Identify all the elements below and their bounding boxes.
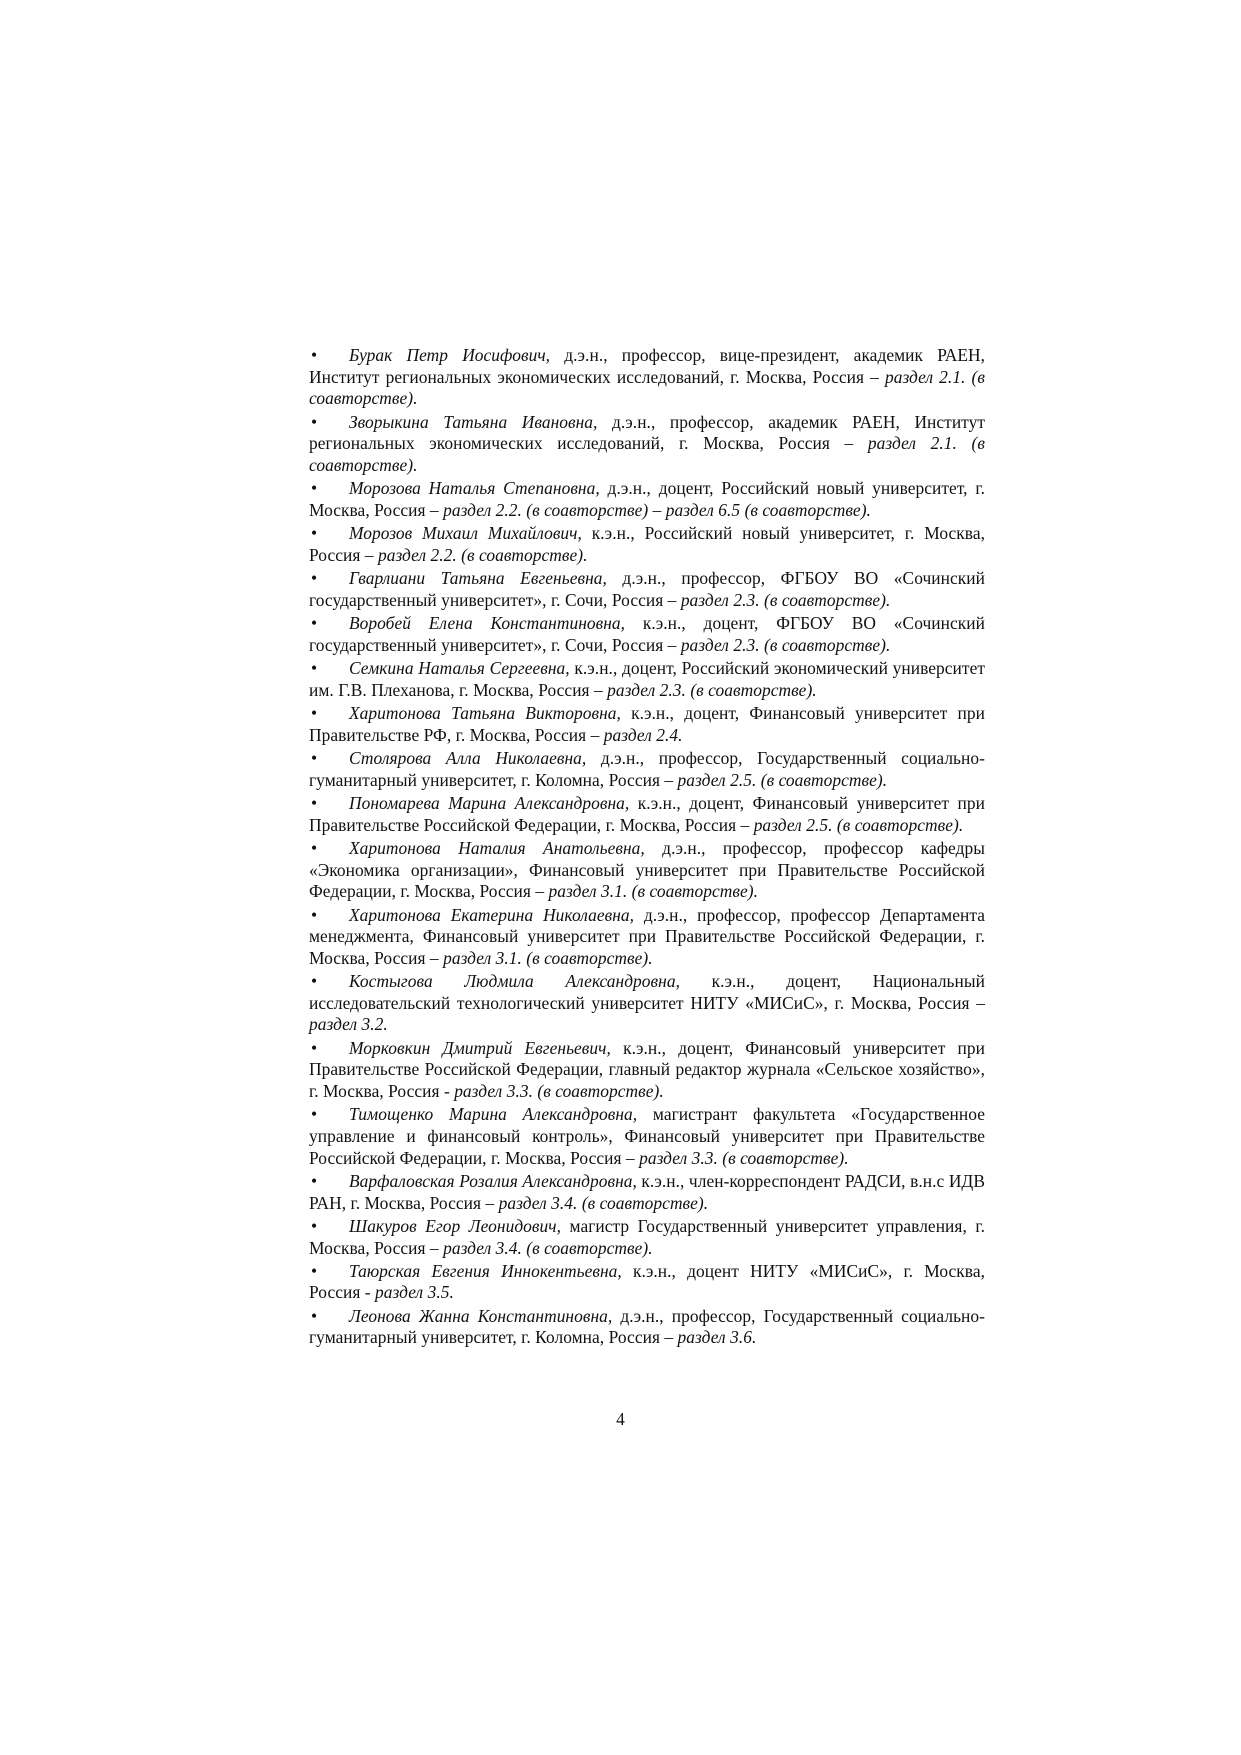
bullet-icon: •: [311, 523, 318, 544]
author-name: Таюрская Евгения Иннокентьевна,: [349, 1260, 622, 1281]
author-name: Пономарева Марина Александровна,: [349, 793, 630, 814]
author-details: к.э.н., член-корреспондент РАДСИ, в.н.с ИДВ РАН, г. Москва, Россия –: [309, 1170, 985, 1213]
bullet-icon: •: [311, 793, 318, 814]
author-details: к.э.н., доцент, Финансовый университет при Правительстве Российской Федерации, главный редактор журнала «Сельское хозяйство», г. Москва, Россия -: [309, 1037, 986, 1101]
author-details: к.э.н., доцент НИТУ «МИСиС», г. Москва, Россия -: [309, 1260, 985, 1303]
author-name: Столярова Алла Николаевна,: [349, 748, 587, 769]
author-name: Тимощенко Марина Александровна,: [349, 1104, 638, 1125]
section-reference: раздел 3.1. (в соавторстве).: [548, 881, 759, 902]
author-details: д.э.н., профессор, Государственный социально-гуманитарный университет, г. Коломна, Россия –: [309, 1305, 985, 1348]
list-item: [309, 1104, 985, 1169]
author-name: Харитонова Татьяна Викторовна,: [349, 703, 621, 724]
list-item: [309, 1038, 985, 1103]
section-reference: раздел 3.5.: [375, 1282, 454, 1303]
bullet-icon: •: [311, 411, 318, 432]
author-name: Морозова Наталья Степановна,: [349, 478, 600, 499]
author-details: д.э.н., профессор, профессор кафедры «Экономика организации», Финансовый университет при Правительстве Российской Федерации, г. Москва, Россия –: [309, 838, 985, 902]
section-reference: раздел 3.4. (в соавторстве).: [443, 1237, 653, 1258]
section-reference: раздел 2.5. (в соавторстве).: [753, 814, 964, 835]
bullet-icon: •: [311, 1037, 318, 1058]
author-details: д.э.н., профессор, профессор Департамента менеджмента, Финансовый университет при Правительстве Российской Федерации, г. Москва, Россия –: [309, 904, 985, 968]
author-details: к.э.н., доцент, Финансовый университет при Правительстве РФ, г. Москва, Россия –: [309, 703, 986, 745]
bullet-icon: •: [311, 904, 318, 925]
bullet-icon: •: [311, 658, 318, 679]
section-reference: раздел 2.4.: [603, 724, 683, 745]
author-name: Морковкин Дмитрий Евгеньевич,: [349, 1037, 611, 1058]
list-item: [309, 793, 985, 836]
list-item: [309, 1306, 985, 1349]
bullet-icon: •: [311, 1170, 318, 1191]
author-details: д.э.н., профессор, ФГБОУ ВО «Сочинский государственный университет», г. Сочи, Россия –: [309, 568, 985, 610]
bullet-icon: •: [311, 613, 318, 634]
author-name: Шакуров Егор Леонидович,: [349, 1215, 562, 1236]
author-details: магистрант факультета «Государственное управление и финансовый контроль», Финансовый университет при Правительстве Российской Федерации, г. Москва, Россия –: [309, 1104, 985, 1168]
list-item: [309, 838, 985, 903]
author-details: к.э.н., доцент, Национальный исследовательский технологический университет НИТУ «МИСиС», г. Москва, Россия –: [309, 971, 985, 1013]
list-item: [309, 1171, 985, 1214]
author-name: Леонова Жанна Константиновна,: [349, 1305, 613, 1326]
author-name: Воробей Елена Константиновна,: [349, 613, 626, 634]
list-item: [309, 905, 985, 970]
section-reference: раздел 3.6.: [677, 1327, 757, 1348]
list-item: [309, 703, 985, 746]
author-name: Семкина Наталья Сергеевна,: [349, 658, 570, 679]
list-item: [309, 971, 985, 1036]
list-item: [309, 748, 985, 791]
list-item: [309, 568, 985, 611]
author-name: Костыгова Людмила Александровна,: [349, 971, 680, 992]
list-item: [309, 658, 985, 701]
section-reference: раздел 2.2. (в соавторстве).: [377, 544, 588, 565]
list-item: [309, 613, 985, 656]
list-item: [309, 523, 985, 566]
author-details: д.э.н., профессор, вице-президент, академик РАЕН, Институт региональных экономических исследований, г. Москва, Россия –: [309, 345, 985, 387]
section-reference: раздел 3.4. (в соавторстве).: [498, 1192, 709, 1213]
author-details: д.э.н., доцент, Российский новый университет, г. Москва, Россия –: [309, 478, 985, 520]
section-reference: раздел 2.3. (в соавторстве).: [680, 634, 891, 655]
bullet-icon: •: [311, 703, 318, 724]
section-reference: раздел 2.1. (в соавторстве).: [309, 433, 985, 475]
bullet-icon: •: [311, 1215, 318, 1236]
section-reference: раздел 3.3. (в соавторстве).: [639, 1147, 849, 1168]
author-name: Бурак Петр Иосифович,: [349, 345, 551, 365]
author-details: к.э.н., доцент, ФГБОУ ВО «Сочинский государственный университет», г. Сочи, Россия –: [309, 613, 985, 655]
author-details: магистр Государственный университет управления, г. Москва, Россия –: [309, 1215, 985, 1258]
bullet-icon: •: [311, 1305, 318, 1326]
contributors-list: [309, 345, 985, 1351]
bullet-icon: •: [311, 748, 318, 769]
list-item: [309, 478, 985, 521]
author-details: к.э.н., доцент, Финансовый университет при Правительстве Российской Федерации, г. Москва, Россия –: [309, 793, 985, 835]
author-details: д.э.н., профессор, академик РАЕН, Институт региональных экономических исследований, г. Москва, Россия –: [309, 411, 985, 454]
list-item: [309, 345, 985, 410]
list-item: [309, 1216, 985, 1259]
author-name: Харитонова Наталия Анатольевна,: [349, 838, 645, 859]
list-item: [309, 1261, 985, 1304]
bullet-icon: •: [311, 971, 318, 992]
bullet-icon: •: [311, 345, 318, 365]
author-name: Варфаловская Розалия Александровна,: [349, 1170, 637, 1191]
bullet-icon: •: [311, 1104, 318, 1125]
section-reference: раздел 2.2. (в соавторстве) – раздел 6.5 (в соавторстве).: [443, 499, 871, 520]
section-reference: раздел 2.5. (в соавторстве).: [677, 769, 888, 790]
author-name: Зворыкина Татьяна Ивановна,: [349, 411, 598, 432]
section-reference: раздел 2.1. (в соавторстве).: [309, 366, 985, 409]
section-reference: раздел 3.2.: [309, 1014, 388, 1035]
author-details: к.э.н., доцент, Российский экономический университет им. Г.В. Плеханова, г. Москва, Россия –: [309, 658, 985, 700]
bullet-icon: •: [311, 568, 318, 589]
author-name: Гварлиани Татьяна Евгеньевна,: [349, 568, 607, 589]
author-details: к.э.н., Российский новый университет, г. Москва, Россия –: [309, 523, 985, 565]
list-item: [309, 412, 985, 477]
author-name: Харитонова Екатерина Николаевна,: [349, 904, 635, 925]
section-reference: раздел 3.1. (в соавторстве).: [443, 947, 653, 968]
bullet-icon: •: [311, 478, 318, 499]
section-reference: раздел 3.3. (в соавторстве).: [454, 1080, 664, 1101]
author-details: д.э.н., профессор, Государственный социально-гуманитарный университет, г. Коломна, Россия –: [309, 748, 985, 790]
author-name: Морозов Михаил Михайлович,: [349, 523, 582, 544]
section-reference: раздел 2.3. (в соавторстве).: [680, 589, 891, 610]
section-reference: раздел 2.3. (в соавторстве).: [607, 679, 817, 700]
bullet-icon: •: [311, 838, 318, 859]
page-number: 4: [616, 1409, 625, 1429]
bullet-icon: •: [311, 1260, 318, 1281]
